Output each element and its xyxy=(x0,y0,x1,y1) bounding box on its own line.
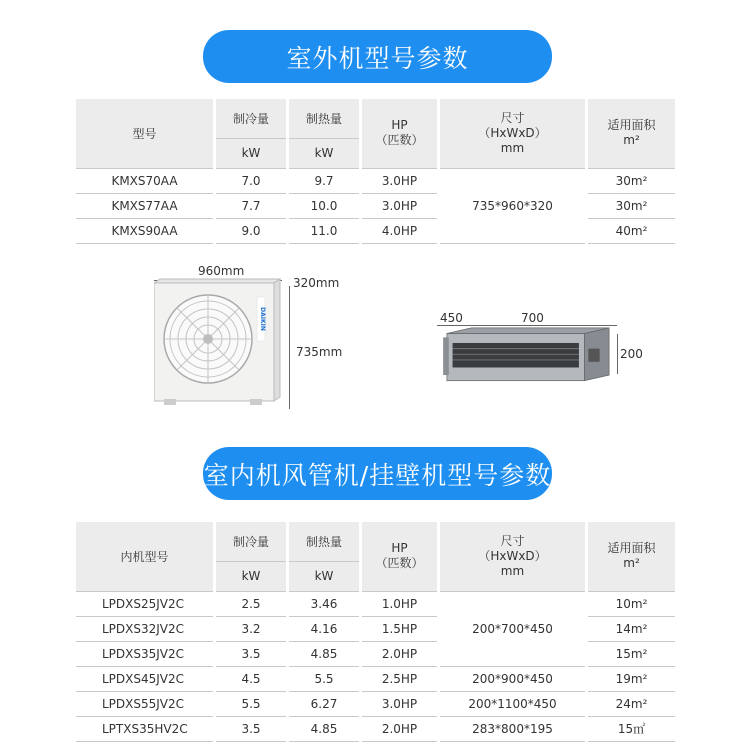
table-row: LPDXS35JV2C 3.5 4.85 2.0HP 15m² xyxy=(76,641,675,666)
unit-cooling: kW xyxy=(216,138,286,168)
table-row: LPDXS45JV2C 4.5 5.5 2.5HP 200*900*450 19m² xyxy=(76,666,675,691)
size-merged: 200*700*450 xyxy=(440,591,585,666)
header-size: 尺寸 （HxWxD） mm xyxy=(440,99,585,168)
table-row: LPDXS25JV2C 2.5 3.46 1.0HP 200*700*450 10m² xyxy=(76,591,675,616)
outdoor-unit-image xyxy=(154,277,282,407)
table-row: LPTXS35HV2C 3.5 4.85 2.0HP 283*800*195 15㎡ xyxy=(76,716,675,741)
table-row: KMXS70AA 7.0 9.7 3.0HP 735*960*320 30m² xyxy=(76,168,675,193)
outdoor-width-label: 960mm xyxy=(198,264,245,278)
header-area: 适用面积 m² xyxy=(588,99,675,168)
header-heating: 制热量 xyxy=(289,522,359,561)
table-row: LPDXS32JV2C 3.2 4.16 1.5HP 14m² xyxy=(76,616,675,641)
duct-dim-c: 200 xyxy=(620,347,643,361)
duct-unit-image xyxy=(440,326,616,392)
outdoor-height-label: 735mm xyxy=(296,345,343,359)
header-area: 适用面积 m² xyxy=(588,522,675,591)
duct-dim-b: 700 xyxy=(521,311,544,325)
unit-cooling: kW xyxy=(216,561,286,591)
unit-heating: kW xyxy=(289,138,359,168)
header-heating: 制热量 xyxy=(289,99,359,138)
table-row: LPDXS55JV2C 5.5 6.27 3.0HP 200*1100*450 24m² xyxy=(76,691,675,716)
duct-dim-a: 450 xyxy=(440,311,463,325)
indoor-spec-table xyxy=(76,522,675,742)
size-merged: 735*960*320 xyxy=(440,168,585,243)
duct-height-line xyxy=(617,334,618,374)
outdoor-depth-label: 320mm xyxy=(293,276,340,290)
brand-logo: DAIKIN xyxy=(259,307,266,331)
header-hp: HP （匹数） xyxy=(362,99,437,168)
table-row: KMXS77AA 7.7 10.0 3.0HP 30m² xyxy=(76,193,675,218)
outdoor-spec-table xyxy=(76,99,675,244)
header-cooling: 制冷量 xyxy=(216,99,286,138)
height-dimension-line xyxy=(289,286,290,409)
section-title-indoor: 室内机风管机/挂壁机型号参数 xyxy=(203,447,552,500)
header-model: 内机型号 xyxy=(76,522,213,591)
header-model: 型号 xyxy=(76,99,213,168)
header-size: 尺寸 （HxWxD） mm xyxy=(440,522,585,591)
header-cooling: 制冷量 xyxy=(216,522,286,561)
header-hp: HP （匹数） xyxy=(362,522,437,591)
unit-heating: kW xyxy=(289,561,359,591)
section-title-outdoor: 室外机型号参数 xyxy=(203,30,552,83)
table-row: KMXS90AA 9.0 11.0 4.0HP 40m² xyxy=(76,218,675,243)
